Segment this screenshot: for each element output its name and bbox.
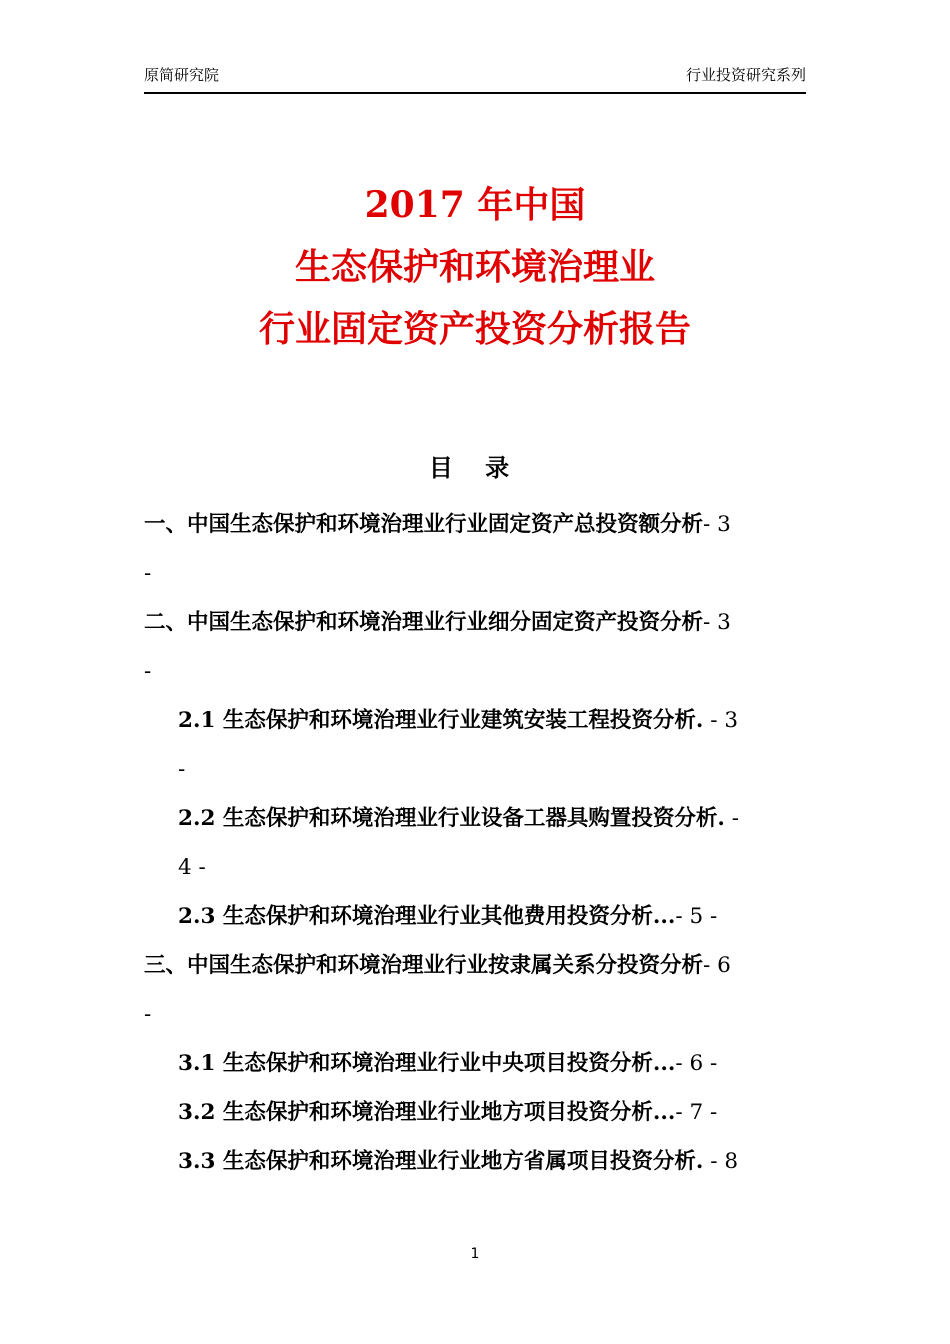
title-line-3: 行业固定资产投资分析报告 — [258, 308, 691, 350]
toc-entry-page: - 3 - — [144, 512, 731, 586]
report-title — [0, 174, 950, 360]
toc-entry-page: - 3 - — [144, 610, 731, 684]
toc-heading: 目 录 — [428, 454, 522, 482]
toc-entry-text: 三、中国生态保护和环境治理业行业按隶属关系分投资分析 — [144, 953, 704, 978]
title-line-1: 2017 年中国 — [364, 184, 586, 226]
toc-entry-page: - 4 - — [178, 806, 739, 880]
toc-entry-text: 3.2 生态保护和环境治理业行业地方项目投资分析... — [178, 1100, 676, 1125]
toc-entry-3-3[interactable] — [144, 1137, 808, 1186]
toc-entry-page: - 3 - — [178, 708, 739, 782]
page-number: 1 — [470, 1246, 480, 1262]
header-org-name: 原简研究院 — [144, 66, 220, 84]
toc-entry-3-1[interactable] — [144, 1039, 808, 1088]
toc-entry-2-1[interactable] — [144, 696, 808, 794]
header-series-name: 行业投资研究系列 — [685, 66, 806, 84]
toc-entry-page: - 7 - — [675, 1100, 718, 1125]
toc-entry-text: 2.3 生态保护和环境治理业行业其他费用投资分析... — [178, 904, 676, 929]
toc-entry-3[interactable] — [144, 941, 808, 1039]
toc-entry-text: 2.1 生态保护和环境治理业行业建筑安装工程投资分析. — [178, 708, 704, 733]
toc-entry-text: 一、中国生态保护和环境治理业行业固定资产总投资额分析 — [144, 512, 704, 537]
toc-entry-text: 3.3 生态保护和环境治理业行业地方省属项目投资分析. — [178, 1149, 704, 1174]
table-of-contents — [144, 500, 808, 1186]
toc-entry-text: 3.1 生态保护和环境治理业行业中央项目投资分析... — [178, 1051, 676, 1076]
toc-entry-1[interactable] — [144, 500, 808, 598]
toc-entry-3-2[interactable] — [144, 1088, 808, 1137]
toc-entry-page: - 8 — [703, 1149, 739, 1174]
title-line-2: 生态保护和环境治理业 — [294, 246, 655, 288]
toc-entry-2-2[interactable] — [144, 794, 808, 892]
toc-entry-2[interactable] — [144, 598, 808, 696]
toc-entry-page: - 5 - — [675, 904, 718, 929]
page-header — [144, 64, 806, 94]
toc-entry-page: - 6 - — [675, 1051, 718, 1076]
toc-entry-2-3[interactable] — [144, 892, 808, 941]
toc-entry-text: 二、中国生态保护和环境治理业行业细分固定资产投资分析 — [144, 610, 704, 635]
toc-entry-text: 2.2 生态保护和环境治理业行业设备工器具购置投资分析. — [178, 806, 725, 831]
toc-entry-page: - 6 - — [144, 953, 731, 1027]
